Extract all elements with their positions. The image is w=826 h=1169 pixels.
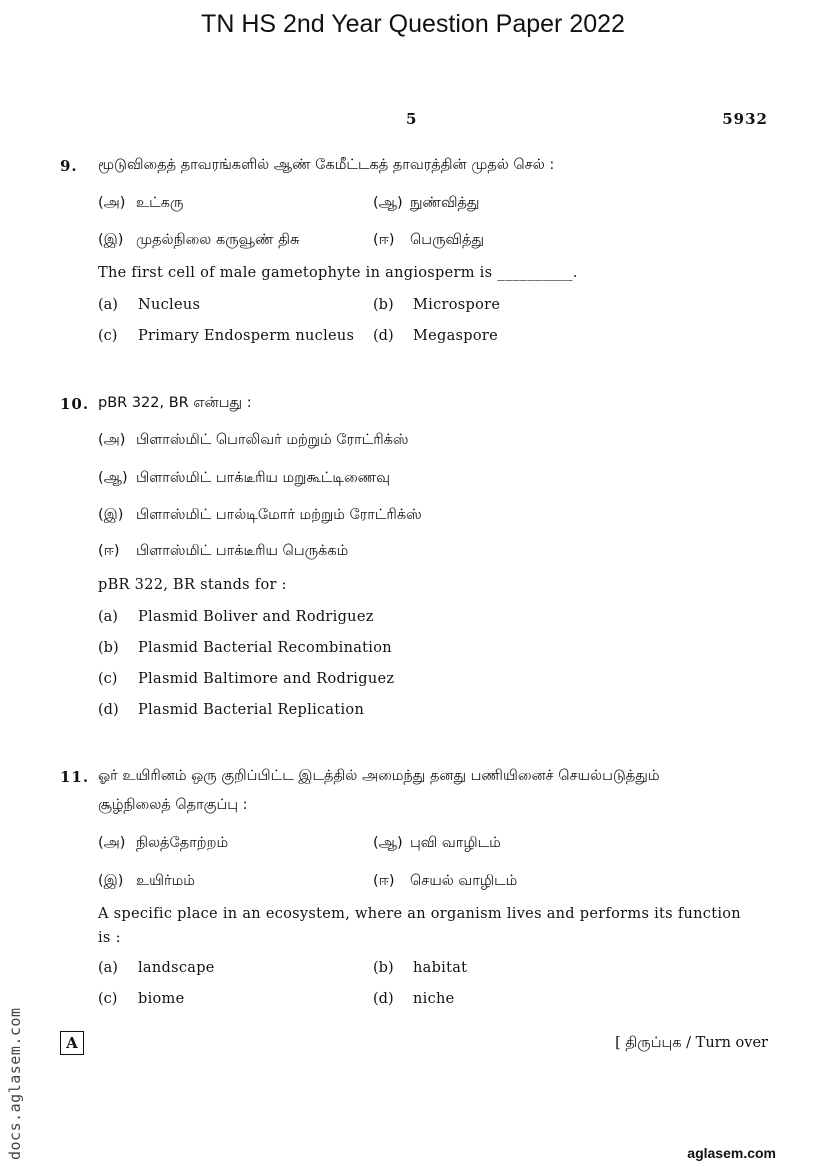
english-option-label: (c) (98, 328, 118, 344)
english-option-text: landscape (138, 960, 215, 976)
tamil-option-label: (இ) (98, 507, 124, 523)
english-option-label: (c) (98, 991, 118, 1007)
tamil-option-label: (ஈ) (373, 232, 395, 248)
tamil-option-label: (அ) (98, 432, 126, 448)
english-option-text: Plasmid Baltimore and Rodriguez (138, 671, 395, 687)
tamil-option-label: (ஈ) (98, 543, 120, 559)
english-option-label: (a) (98, 297, 118, 313)
tamil-question: ஓர் உயிரினம் ஒரு குறிப்பிட்ட இடத்தில் அமைந்து தனது பணியினைச் செயல்படுத்தும் (98, 768, 660, 784)
tamil-option-label: (அ) (98, 835, 126, 851)
side-watermark: docs.aglasem.com (6, 1007, 24, 1160)
english-option-label: (d) (373, 328, 394, 344)
tamil-option-label: (இ) (98, 873, 124, 889)
question-number: 10. (60, 395, 90, 413)
english-option-label: (a) (98, 609, 118, 625)
tamil-question: pBR 322, BR என்பது : (98, 395, 252, 411)
english-option-text: niche (413, 991, 455, 1007)
english-option-label: (d) (373, 991, 394, 1007)
english-option-label: (b) (98, 640, 119, 656)
tamil-question: மூடுவிதைத் தாவரங்களில் ஆண் கேமீட்டகத் தாவரத்தின் முதல் செல் : (98, 157, 555, 173)
tamil-option-label: (ஆ) (373, 835, 403, 851)
english-option-text: biome (138, 991, 185, 1007)
tamil-option-text: புவி வாழிடம் (410, 835, 501, 851)
english-option-text: Megaspore (413, 328, 499, 344)
tamil-question-continued: சூழ்நிலைத் தொகுப்பு : (98, 797, 248, 813)
english-question: pBR 322, BR stands for : (98, 577, 287, 593)
english-option-label: (c) (98, 671, 118, 687)
english-option-text: habitat (413, 960, 468, 976)
tamil-option-text: பிளாஸ்மிட் பாக்டீரிய பெருக்கம் (136, 543, 349, 559)
version-box: A (60, 1031, 84, 1055)
english-option-label: (b) (373, 297, 394, 313)
question-number: 11. (60, 768, 90, 786)
page-title: TN HS 2nd Year Question Paper 2022 (201, 10, 625, 38)
paper-code: 5932 (722, 110, 768, 128)
english-option-text: Nucleus (138, 297, 201, 313)
english-option-text: Microspore (413, 297, 501, 313)
tamil-option-text: முதல்நிலை கருவூண் திசு (136, 232, 300, 248)
page-number: 5 (406, 110, 417, 128)
english-question: A specific place in an ecosystem, where an organism lives and performs its function (98, 906, 741, 922)
tamil-option-label: (ஆ) (373, 195, 403, 211)
tamil-option-label: (இ) (98, 232, 124, 248)
tamil-option-text: பிளாஸ்மிட் பால்டிமோர் மற்றும் ரோட்ரிக்ஸ் (136, 507, 422, 523)
tamil-option-text: பிளாஸ்மிட் பொலிவர் மற்றும் ரோட்ரிக்ஸ் (136, 432, 409, 448)
tamil-option-label: (அ) (98, 195, 126, 211)
english-question: The first cell of male gametophyte in angiosperm is __________. (98, 265, 578, 281)
english-option-label: (d) (98, 702, 119, 718)
turn-over-note: [ திருப்புக / Turn over (615, 1035, 768, 1051)
footer-site-link[interactable]: aglasem.com (687, 1145, 776, 1161)
tamil-option-text: உட்கரு (136, 195, 184, 211)
tamil-option-label: (ஆ) (98, 470, 128, 486)
tamil-option-text: உயிர்மம் (136, 873, 195, 889)
english-option-text: Plasmid Bacterial Replication (138, 702, 365, 718)
tamil-option-label: (ஈ) (373, 873, 395, 889)
english-option-text: Plasmid Boliver and Rodriguez (138, 609, 374, 625)
tamil-option-text: பிளாஸ்மிட் பாக்டீரிய மறுகூட்டிணைவு (136, 470, 391, 486)
tamil-option-text: நுண்வித்து (410, 195, 480, 211)
question-number: 9. (60, 157, 78, 175)
english-question-continued: is : (98, 930, 121, 946)
tamil-option-text: செயல் வாழிடம் (410, 873, 518, 889)
english-option-label: (b) (373, 960, 394, 976)
english-option-label: (a) (98, 960, 118, 976)
english-option-text: Plasmid Bacterial Recombination (138, 640, 392, 656)
tamil-option-text: நிலத்தோற்றம் (136, 835, 229, 851)
english-option-text: Primary Endosperm nucleus (138, 328, 355, 344)
tamil-option-text: பெருவித்து (410, 232, 485, 248)
